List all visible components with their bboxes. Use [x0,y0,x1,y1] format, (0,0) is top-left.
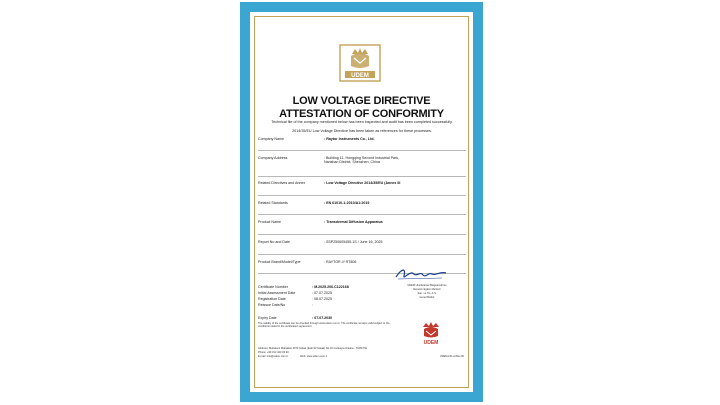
initial-assessment-value: : 07.07.2025 [312,291,332,295]
intro-text: Technical file of the company mentioned below has been inspected and audit has been completed successfully. [271,120,453,124]
field-label: Related Directives and Annex [258,181,306,185]
validity-note: The validity of the certificate can be checked through www.udem.com.tr. The certificate remains valid subject to the conditions stated in the certification agreement. [258,322,390,329]
field-value: : Raytor Instruments Co., Ltd. [324,137,375,141]
title-line-1: LOW VOLTAGE DIRECTIVE [292,95,431,107]
field-divider [258,214,466,215]
expiry-date-label: Expiry Date [258,316,277,320]
signatory-role: Genel Müdür [419,296,435,299]
registration-date-label: Registration Date [258,297,286,301]
reissue-date-value: : [312,303,313,307]
footer-address: Address: Mutlukent Mahallesi 2070 Sokak (Eski 93 Sokak) No:10 Cankaya /Ankara - TÜRKIYE [258,347,367,350]
field-label: Related Standards [258,201,288,205]
field-label: Company Name [258,137,284,141]
footer-email: E-mail: info@udem.com.tr [258,355,289,358]
signatory-line-2: Denetim Egitim Merkezi [413,288,441,291]
reissue-date-label: Reissue Date/No [258,303,286,307]
initial-assessment-label: Initial Assessment Date [258,291,296,295]
field-divider [258,254,466,255]
udem-logo-icon [339,44,381,82]
field-label: Product Brand/Model/Type [258,260,301,264]
footer-form-code: UDEM-FR-xx/Rev.00 [439,355,464,358]
field-value: : EN 61010-1:2010/A1:2019 [324,201,370,205]
field-divider [258,234,466,235]
field-value: : Transdermal Diffusion Apparatus [324,220,383,224]
field-divider [258,176,466,177]
field-value: : Low Voltage Directive 2014/35/EU (Annex III [324,181,401,185]
directive-reference-text: 2014/35/EU Low Voltage Directive has been taken as references for these processes. [292,129,432,133]
field-label: Company Address [258,156,288,160]
certificate-number-value: : M.2025.206.C122168 [312,285,349,289]
field-value: : SSP250605455-1S / June 16, 2025 [324,240,383,244]
title-line-2: ATTESTATION OF CONFORMITY [279,108,444,120]
field-value: : RAYTOR /// RT806 [324,260,357,264]
signatory-line-3: San. ve Tic. A.S. [417,292,437,295]
footer-web: Web: www.udem.com.tr [300,355,328,358]
field-value: : Building 11, Hongqing Second Industrial Park, Nanshan District, Shenzhen, China [324,156,400,165]
field-divider [258,195,466,196]
expiry-date-value: : 07.07.2030 [312,316,333,320]
field-divider [258,150,466,151]
signatory-org: UDEM Uluslararasi Belgelendirme [407,284,447,287]
seal-text: UDEM [423,340,439,346]
logo-text: UDEM [351,73,369,79]
udem-seal-icon [418,320,444,346]
field-label: Product Name [258,220,281,224]
registration-date-value: : 08.07.2025 [312,297,332,301]
signature-icon [392,266,452,282]
certificate-number-label: Certificate Number [258,285,288,289]
field-label: Report No and Date [258,240,290,244]
footer-phone: Phone: +90 312 443 03 90 [258,351,289,354]
